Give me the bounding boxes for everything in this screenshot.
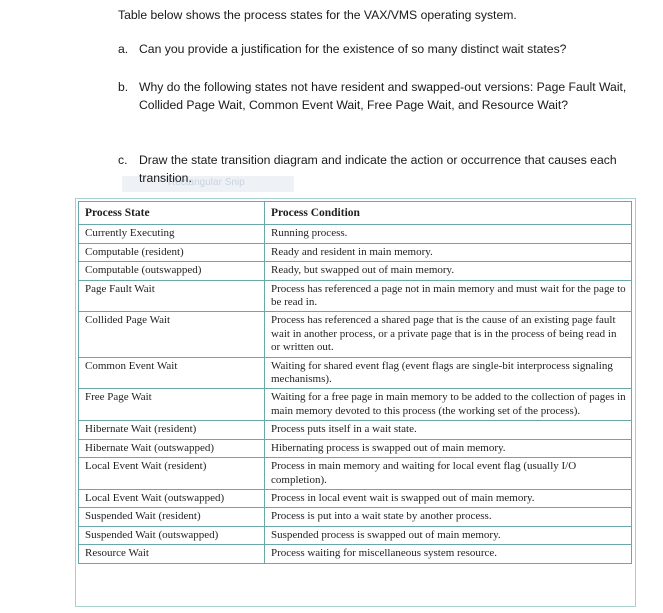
process-state-cell: Suspended Wait (outswapped) — [79, 526, 265, 544]
process-state-cell: Resource Wait — [79, 545, 265, 563]
table-row — [79, 280, 632, 312]
process-condition-cell: Process in main memory and waiting for local event flag (usually I/O completion). — [265, 458, 632, 490]
process-condition-cell: Running process. — [265, 225, 632, 243]
table-row — [79, 489, 632, 507]
header-process-condition: Process Condition — [265, 202, 632, 225]
process-states-table — [78, 201, 632, 564]
process-condition-cell: Process waiting for miscellaneous system resource. — [265, 545, 632, 563]
process-condition-cell: Process in local event wait is swapped out of main memory. — [265, 489, 632, 507]
process-state-cell: Hibernate Wait (outswapped) — [79, 439, 265, 457]
table-row — [79, 225, 632, 243]
table-row — [79, 545, 632, 563]
question-text: Why do the following states not have resident and swapped-out versions: Page Fault Wait, Collided Page Wait, Common Event Wait, Free Page Wait, and Resource Wait? — [139, 80, 627, 112]
process-condition-cell: Process has referenced a shared page that is the cause of an existing page fault wait in another process, or a private page that is in the process of being read in or written out. — [265, 312, 632, 357]
process-state-cell: Hibernate Wait (resident) — [79, 421, 265, 439]
process-state-cell: Computable (outswapped) — [79, 262, 265, 280]
process-state-cell: Local Event Wait (outswapped) — [79, 489, 265, 507]
process-state-cell: Currently Executing — [79, 225, 265, 243]
process-state-cell: Collided Page Wait — [79, 312, 265, 357]
process-state-cell: Suspended Wait (resident) — [79, 508, 265, 526]
process-condition-cell: Process has referenced a page not in main memory and must wait for the page to be read in. — [265, 280, 632, 312]
table-row — [79, 243, 632, 261]
table-row — [79, 526, 632, 544]
table-row — [79, 439, 632, 457]
process-condition-cell: Waiting for shared event flag (event flags are single-bit interprocess signaling mechanisms). — [265, 357, 632, 389]
table-row — [79, 357, 632, 389]
snip-overlay-label: Rectangular Snip — [168, 177, 245, 188]
question-letter: a. — [118, 42, 129, 56]
intro-text: Table below shows the process states for the VAX/VMS operating system. — [118, 8, 517, 22]
table-row — [79, 421, 632, 439]
process-state-cell: Local Event Wait (resident) — [79, 458, 265, 490]
table-row — [79, 508, 632, 526]
process-condition-cell: Waiting for a free page in main memory to be added to the collection of pages in main memory devoted to this process (the working set of the process). — [265, 389, 632, 421]
process-state-cell: Common Event Wait — [79, 357, 265, 389]
question-letter: c. — [118, 153, 128, 167]
process-condition-cell: Suspended process is swapped out of main memory. — [265, 526, 632, 544]
table-row — [79, 458, 632, 490]
process-condition-cell: Process is put into a wait state by another process. — [265, 508, 632, 526]
table-row — [79, 312, 632, 357]
header-process-state: Process State — [79, 202, 265, 225]
process-state-cell: Page Fault Wait — [79, 280, 265, 312]
table-header-row — [79, 202, 632, 225]
process-condition-cell: Process puts itself in a wait state. — [265, 421, 632, 439]
table-row — [79, 389, 632, 421]
process-condition-cell: Hibernating process is swapped out of main memory. — [265, 439, 632, 457]
process-state-cell: Free Page Wait — [79, 389, 265, 421]
process-state-cell: Computable (resident) — [79, 243, 265, 261]
question-letter: b. — [118, 80, 129, 94]
question-text: Draw the state transition diagram and indicate the action or occurrence that causes each transition. — [139, 153, 617, 185]
table-row — [79, 262, 632, 280]
question-text: Can you provide a justification for the existence of so many distinct wait states? — [139, 42, 567, 56]
process-condition-cell: Ready and resident in main memory. — [265, 243, 632, 261]
process-condition-cell: Ready, but swapped out of main memory. — [265, 262, 632, 280]
